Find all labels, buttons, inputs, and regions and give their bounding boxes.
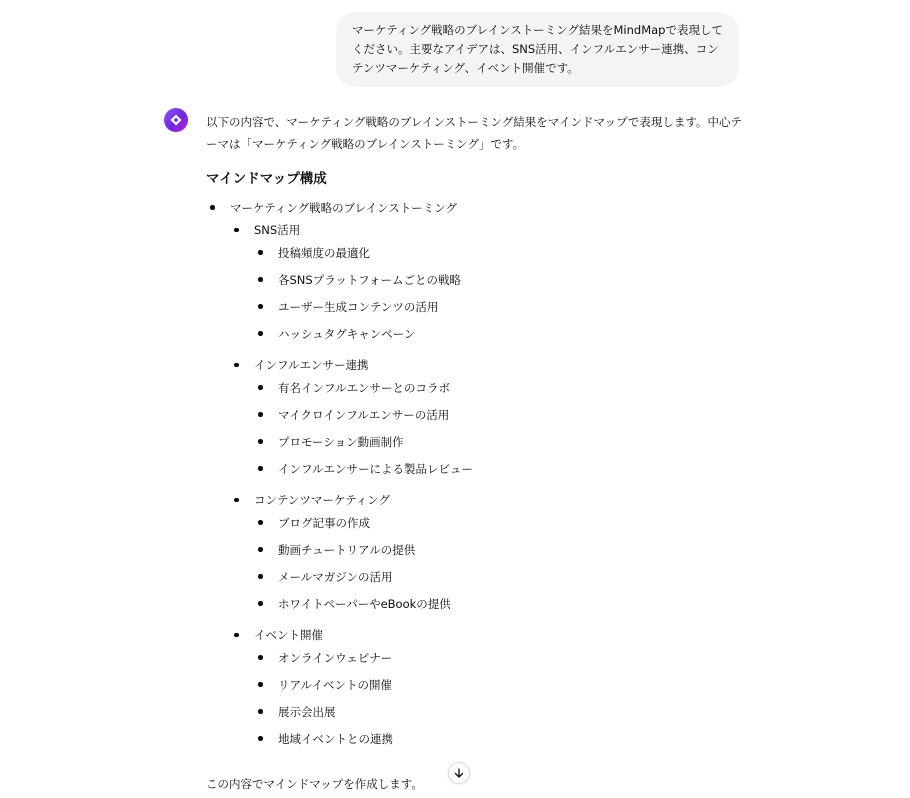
- bullet-dot: [258, 574, 263, 579]
- list-item: [254, 590, 746, 617]
- list-item: [254, 671, 746, 698]
- mindmap-branch-sns: [230, 217, 746, 352]
- bullet-dot: [258, 331, 263, 336]
- list-item: [254, 320, 746, 347]
- bullet-dot: [234, 633, 239, 638]
- branch-item-list: [254, 509, 746, 617]
- assistant-intro-text: 以下の内容で、マーケティング戦略のブレインストーミング結果をマインドマップで表現します。中心テーマは「マーケティング戦略のブレインストーミング」です。: [206, 115, 743, 151]
- branch-item-list: [254, 239, 746, 347]
- bullet-dot: [234, 498, 239, 503]
- section-heading: マインドマップ構成: [206, 171, 327, 187]
- bullet-dot: [258, 250, 263, 255]
- list-item-label: 各SNSプラットフォームごとの戦略: [278, 272, 462, 287]
- sparkle-logo-icon: [169, 113, 183, 127]
- list-item: [254, 563, 746, 590]
- bullet-dot: [258, 709, 263, 714]
- mindmap-branch-content: [230, 487, 746, 622]
- list-item-label: 展示会出展: [278, 704, 336, 719]
- branch-item-list: [254, 644, 746, 752]
- mindmap-root-label: マーケティング戦略のブレインストーミング: [230, 200, 458, 215]
- branch-label: コンテンツマーケティング: [254, 493, 391, 507]
- list-item: [254, 509, 746, 536]
- list-item: [254, 293, 746, 320]
- list-item: [254, 374, 746, 401]
- list-item: [254, 239, 746, 266]
- list-item-label: ホワイトペーパーやeBookの提供: [278, 596, 451, 611]
- bullet-dot: [258, 412, 263, 417]
- bullet-dot: [258, 304, 263, 309]
- list-item-label: ユーザー生成コンテンツの活用: [278, 299, 439, 314]
- assistant-message: [206, 111, 746, 795]
- list-item-label: オンラインウェビナー: [278, 650, 393, 665]
- assistant-avatar: [164, 108, 188, 132]
- list-item-label: 投稿頻度の最適化: [278, 245, 370, 260]
- mindmap-branch-event: [230, 622, 746, 757]
- list-item: [254, 266, 746, 293]
- mindmap-branch-influencer: [230, 352, 746, 487]
- list-item-label: マイクロインフルエンサーの活用: [278, 407, 450, 422]
- list-item-label: ブログ記事の作成: [278, 515, 370, 530]
- mindmap-list: [206, 194, 746, 761]
- scroll-to-bottom-button[interactable]: [448, 762, 470, 784]
- list-item-label: メールマガジンの活用: [278, 569, 393, 584]
- list-item-label: プロモーション動画制作: [278, 434, 404, 449]
- mindmap-root-item: [206, 194, 746, 761]
- branch-label: イベント開催: [254, 628, 323, 642]
- list-item: [254, 725, 746, 752]
- bullet-dot: [258, 601, 263, 606]
- mindmap-branch-list: [230, 217, 746, 757]
- bullet-dot: [234, 228, 239, 233]
- list-item-label: 動画チュートリアルの提供: [278, 542, 416, 557]
- list-item-label: リアルイベントの開催: [278, 677, 392, 692]
- bullet-dot: [258, 385, 263, 390]
- assistant-closing-text: この内容でマインドマップを作成します。: [206, 777, 423, 791]
- list-item-label: インフルエンサーによる製品レビュー: [278, 461, 474, 476]
- bullet-dot: [258, 655, 263, 660]
- list-item: [254, 644, 746, 671]
- branch-label: SNS活用: [254, 223, 301, 237]
- list-item: [254, 428, 746, 455]
- list-item-label: ハッシュタグキャンペーン: [278, 326, 416, 341]
- bullet-dot: [258, 466, 263, 471]
- branch-label: インフルエンサー連携: [254, 358, 369, 372]
- arrow-down-icon: [453, 764, 465, 783]
- bullet-dot: [258, 439, 263, 444]
- list-item: [254, 536, 746, 563]
- list-item-label: 地域イベントとの連携: [278, 731, 393, 746]
- bullet-dot: [258, 547, 263, 552]
- list-item: [254, 698, 746, 725]
- bullet-dot: [210, 205, 215, 210]
- user-message-bubble: [336, 12, 739, 87]
- bullet-dot: [258, 277, 263, 282]
- bullet-dot: [258, 520, 263, 525]
- list-item-label: 有名インフルエンサーとのコラボ: [278, 380, 451, 395]
- user-message-text: マーケティング戦略のブレインストーミング結果をMindMapで表現してください。主要なアイデアは、SNS活用、インフルエンサー連携、コンテンツマーケティング、イベント開催です。: [352, 23, 723, 75]
- list-item: [254, 401, 746, 428]
- bullet-dot: [234, 363, 239, 368]
- bullet-dot: [258, 736, 263, 741]
- list-item: [254, 455, 746, 482]
- bullet-dot: [258, 682, 263, 687]
- branch-item-list: [254, 374, 746, 482]
